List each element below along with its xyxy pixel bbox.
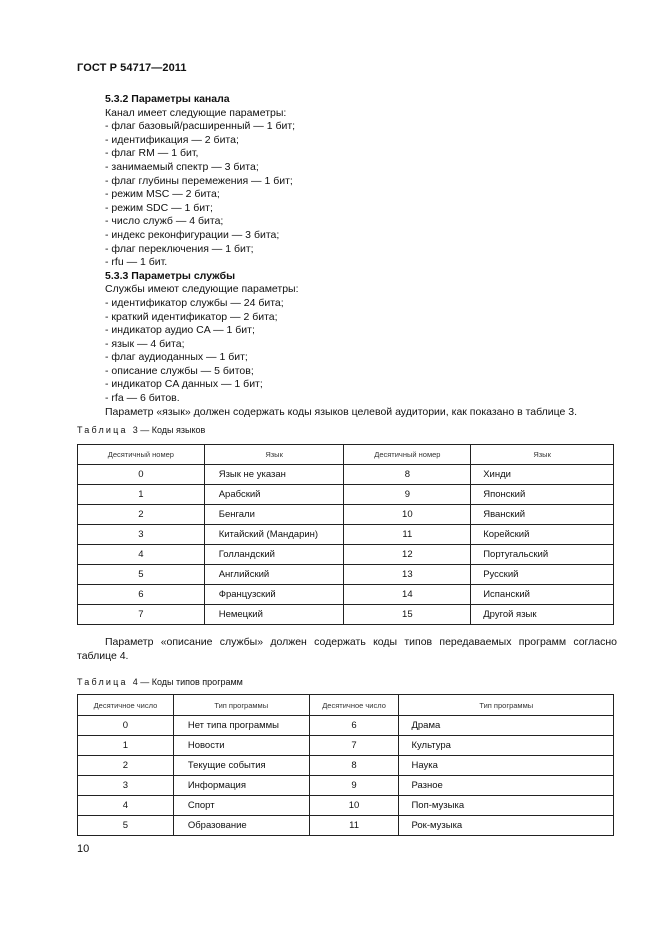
table-row [78, 545, 614, 565]
list-item: - rfu — 1 бит. [105, 256, 625, 270]
table-row [78, 565, 614, 585]
table-header: Язык [471, 445, 614, 465]
table-cell: 0 [78, 716, 174, 736]
page-number: 10 [77, 843, 90, 855]
table4-caption [77, 677, 243, 687]
table-cell: Яванский [471, 505, 614, 525]
list-item: - занимаемый спектр — 3 бита; [105, 161, 625, 175]
list-item: - флаг базовый/расширенный — 1 бит; [105, 120, 625, 134]
section-532-list [105, 120, 625, 270]
table-cell: Немецкий [204, 605, 344, 625]
table-cell: Португальский [471, 545, 614, 565]
table-cell: Рок-музыка [399, 816, 614, 836]
table-row [78, 605, 614, 625]
table3-caption-text: 3 — Коды языков [132, 425, 206, 435]
list-item: - флаг аудиоданных — 1 бит; [105, 351, 625, 365]
table-row [78, 505, 614, 525]
list-item: - режим SDC — 1 бит; [105, 202, 625, 216]
table-cell: 10 [309, 796, 399, 816]
table-header: Десятичное число [78, 695, 174, 716]
table-cell: Французский [204, 585, 344, 605]
list-item: - идентификатор службы — 24 бита; [105, 297, 625, 311]
table-cell: Спорт [173, 796, 309, 816]
table-cell: 8 [344, 465, 471, 485]
list-item: - индикатор аудио CA — 1 бит; [105, 324, 625, 338]
table4 [77, 694, 614, 836]
table-header: Десятичный номер [78, 445, 205, 465]
table-row [78, 585, 614, 605]
language-paragraph: Параметр «язык» должен содержать коды языков целевой аудитории, как показано в таблице 3. [105, 405, 578, 418]
table-cell: 14 [344, 585, 471, 605]
table-cell: 5 [78, 565, 205, 585]
table4-caption-text: 4 — Коды типов программ [132, 677, 243, 687]
table-cell: 0 [78, 465, 205, 485]
list-item: - идентификация — 2 бита; [105, 134, 625, 148]
table-cell: 7 [309, 736, 399, 756]
body-text [105, 93, 625, 419]
table-cell: 15 [344, 605, 471, 625]
table-header: Десятичное число [309, 695, 399, 716]
table-cell: Английский [204, 565, 344, 585]
table-cell: Текущие события [173, 756, 309, 776]
list-item: - описание службы — 5 битов; [105, 365, 625, 379]
table-cell: 12 [344, 545, 471, 565]
table-row [78, 485, 614, 505]
table3-caption [77, 425, 205, 435]
list-item: - rfa — 6 битов. [105, 392, 625, 406]
table-cell: Другой язык [471, 605, 614, 625]
table-cell: Корейский [471, 525, 614, 545]
table3 [77, 444, 614, 625]
section-532-intro: Канал имеет следующие параметры: [105, 106, 287, 119]
table-row [78, 796, 614, 816]
table-cell: 11 [309, 816, 399, 836]
list-item: - краткий идентификатор — 2 бита; [105, 311, 625, 325]
table-cell: Нет типа программы [173, 716, 309, 736]
table-row [78, 525, 614, 545]
list-item: - флаг RM — 1 бит, [105, 147, 625, 161]
list-item: - флаг переключения — 1 бит; [105, 243, 625, 257]
table-cell: 3 [78, 776, 174, 796]
list-item: - число служб — 4 бита; [105, 215, 625, 229]
table-cell: 4 [78, 796, 174, 816]
table-cell: 9 [344, 485, 471, 505]
table-cell: Хинди [471, 465, 614, 485]
table-cell: 5 [78, 816, 174, 836]
table-cell: 9 [309, 776, 399, 796]
table-cell: 3 [78, 525, 205, 545]
table-row [78, 465, 614, 485]
table-cell: Культура [399, 736, 614, 756]
table3-caption-prefix: Таблица [77, 425, 128, 435]
service-paragraph: Параметр «описание службы» должен содержать коды типов передаваемых программ согласно таблице 4. [77, 636, 617, 662]
table-header-row [78, 445, 614, 465]
table-row [78, 816, 614, 836]
section-533-heading: 5.3.3 Параметры службы [105, 269, 236, 282]
list-item: - индекс реконфигурации — 3 бита; [105, 229, 625, 243]
table-row [78, 736, 614, 756]
table-cell: 1 [78, 736, 174, 756]
table-cell: Японский [471, 485, 614, 505]
table-header: Десятичный номер [344, 445, 471, 465]
table-cell: Арабский [204, 485, 344, 505]
table-header-row [78, 695, 614, 716]
table-cell: 6 [309, 716, 399, 736]
table-cell: Поп-музыка [399, 796, 614, 816]
list-item: - язык — 4 бита; [105, 338, 625, 352]
table-cell: 7 [78, 605, 205, 625]
table-cell: 8 [309, 756, 399, 776]
table-cell: Образование [173, 816, 309, 836]
table-cell: 10 [344, 505, 471, 525]
table-cell: Русский [471, 565, 614, 585]
section-533-intro: Службы имеют следующие параметры: [105, 283, 299, 296]
table-header: Язык [204, 445, 344, 465]
table-cell: 13 [344, 565, 471, 585]
table-cell: 2 [78, 756, 174, 776]
table4-caption-prefix: Таблица [77, 677, 128, 687]
table-row [78, 776, 614, 796]
table-cell: Китайский (Мандарин) [204, 525, 344, 545]
table-cell: Драма [399, 716, 614, 736]
table-cell: Испанский [471, 585, 614, 605]
document-header: ГОСТ Р 54717—2011 [77, 62, 187, 74]
table-cell: 11 [344, 525, 471, 545]
table-cell: Разное [399, 776, 614, 796]
table-cell: Новости [173, 736, 309, 756]
section-533-list [105, 297, 625, 406]
table-header: Тип программы [399, 695, 614, 716]
table-cell: 1 [78, 485, 205, 505]
table-cell: 6 [78, 585, 205, 605]
table-cell: 4 [78, 545, 205, 565]
list-item: - индикатор CA данных — 1 бит; [105, 378, 625, 392]
table-row [78, 756, 614, 776]
table-cell: 2 [78, 505, 205, 525]
table-cell: Информация [173, 776, 309, 796]
table-cell: Голландский [204, 545, 344, 565]
section-532-heading: 5.3.2 Параметры канала [105, 93, 230, 105]
list-item: - флаг глубины перемежения — 1 бит; [105, 175, 625, 189]
table-cell: Язык не указан [204, 465, 344, 485]
table-cell: Наука [399, 756, 614, 776]
table-cell: Бенгали [204, 505, 344, 525]
list-item: - режим MSC — 2 бита; [105, 188, 625, 202]
table-header: Тип программы [173, 695, 309, 716]
table-row [78, 716, 614, 736]
